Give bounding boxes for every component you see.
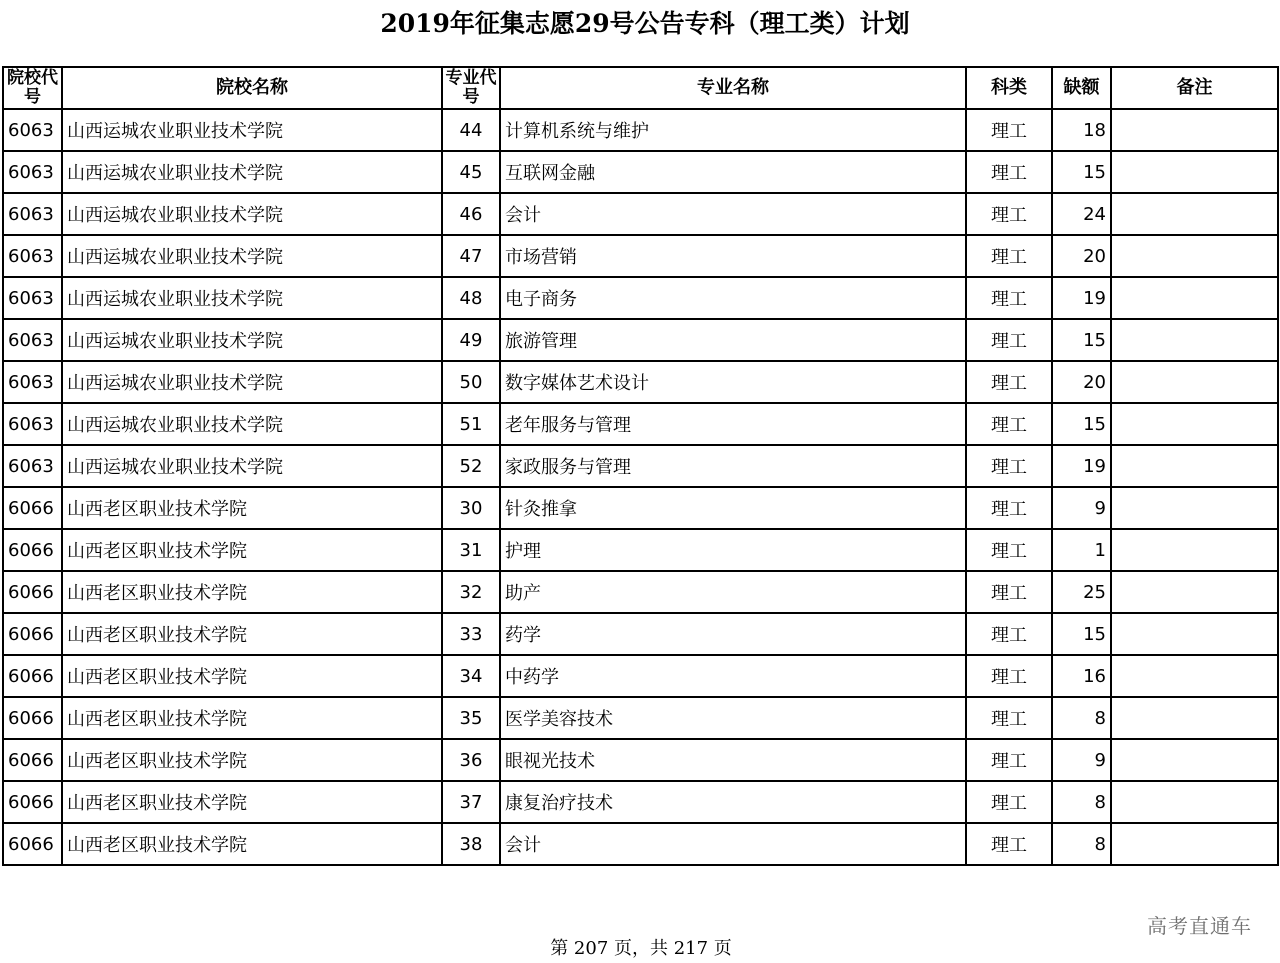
cell-major-code: 36 <box>442 739 500 781</box>
cell-note <box>1111 277 1278 319</box>
cell-note <box>1111 193 1278 235</box>
cell-quota: 16 <box>1052 655 1111 697</box>
cell-quota: 9 <box>1052 487 1111 529</box>
cell-school-code: 6063 <box>3 277 62 319</box>
cell-school-name: 山西运城农业职业技术学院 <box>62 445 442 487</box>
cell-school-name: 山西老区职业技术学院 <box>62 571 442 613</box>
cell-quota: 15 <box>1052 403 1111 445</box>
cell-note <box>1111 739 1278 781</box>
cell-school-name: 山西老区职业技术学院 <box>62 487 442 529</box>
table-row <box>3 739 1278 781</box>
cell-school-code: 6063 <box>3 109 62 151</box>
table-row <box>3 151 1278 193</box>
cell-quota: 8 <box>1052 781 1111 823</box>
cell-major-name: 助产 <box>500 571 966 613</box>
cell-quota: 19 <box>1052 445 1111 487</box>
cell-note <box>1111 697 1278 739</box>
cell-category: 理工 <box>966 151 1052 193</box>
cell-note <box>1111 319 1278 361</box>
cell-quota: 24 <box>1052 193 1111 235</box>
cell-major-code: 30 <box>442 487 500 529</box>
cell-school-code: 6066 <box>3 781 62 823</box>
cell-school-name: 山西运城农业职业技术学院 <box>62 277 442 319</box>
cell-note <box>1111 655 1278 697</box>
cell-major-name: 针灸推拿 <box>500 487 966 529</box>
cell-school-name: 山西运城农业职业技术学院 <box>62 109 442 151</box>
cell-major-code: 34 <box>442 655 500 697</box>
cell-school-code: 6066 <box>3 655 62 697</box>
table-row <box>3 403 1278 445</box>
table-row <box>3 697 1278 739</box>
cell-school-code: 6066 <box>3 739 62 781</box>
table-row <box>3 235 1278 277</box>
cell-school-name: 山西运城农业职业技术学院 <box>62 319 442 361</box>
table-row <box>3 193 1278 235</box>
cell-category: 理工 <box>966 445 1052 487</box>
table-row <box>3 445 1278 487</box>
cell-quota: 1 <box>1052 529 1111 571</box>
cell-note <box>1111 823 1278 865</box>
cell-school-code: 6063 <box>3 319 62 361</box>
cell-school-code: 6063 <box>3 193 62 235</box>
cell-school-code: 6063 <box>3 445 62 487</box>
cell-quota: 15 <box>1052 151 1111 193</box>
cell-major-name: 互联网金融 <box>500 151 966 193</box>
cell-major-name: 市场营销 <box>500 235 966 277</box>
cell-school-code: 6066 <box>3 613 62 655</box>
cell-major-name: 会计 <box>500 193 966 235</box>
cell-school-name: 山西老区职业技术学院 <box>62 823 442 865</box>
cell-major-code: 33 <box>442 613 500 655</box>
cell-major-code: 50 <box>442 361 500 403</box>
cell-major-name: 老年服务与管理 <box>500 403 966 445</box>
table-body <box>3 109 1278 865</box>
cell-note <box>1111 571 1278 613</box>
table-row <box>3 319 1278 361</box>
cell-major-code: 48 <box>442 277 500 319</box>
cell-major-name: 中药学 <box>500 655 966 697</box>
cell-category: 理工 <box>966 487 1052 529</box>
cell-quota: 18 <box>1052 109 1111 151</box>
cell-quota: 15 <box>1052 613 1111 655</box>
table-row <box>3 487 1278 529</box>
cell-school-code: 6063 <box>3 235 62 277</box>
cell-school-name: 山西运城农业职业技术学院 <box>62 151 442 193</box>
cell-major-name: 计算机系统与维护 <box>500 109 966 151</box>
table-header-row <box>3 67 1278 109</box>
table-row <box>3 823 1278 865</box>
header-quota: 缺额 <box>1052 67 1111 109</box>
watermark-text: 高考直通车 <box>1147 914 1252 938</box>
cell-note <box>1111 529 1278 571</box>
cell-school-code: 6063 <box>3 361 62 403</box>
cell-school-name: 山西老区职业技术学院 <box>62 655 442 697</box>
cell-major-name: 数字媒体艺术设计 <box>500 361 966 403</box>
cell-major-code: 38 <box>442 823 500 865</box>
cell-category: 理工 <box>966 781 1052 823</box>
header-school-name: 院校名称 <box>62 67 442 109</box>
cell-quota: 19 <box>1052 277 1111 319</box>
cell-school-code: 6066 <box>3 697 62 739</box>
cell-category: 理工 <box>966 193 1052 235</box>
cell-major-name: 会计 <box>500 823 966 865</box>
cell-major-code: 45 <box>442 151 500 193</box>
page-title: 2019年征集志愿29号公告专科（理工类）计划 <box>380 9 910 38</box>
cell-major-code: 51 <box>442 403 500 445</box>
cell-note <box>1111 445 1278 487</box>
header-note: 备注 <box>1111 67 1278 109</box>
cell-note <box>1111 403 1278 445</box>
cell-school-name: 山西老区职业技术学院 <box>62 739 442 781</box>
cell-note <box>1111 487 1278 529</box>
cell-school-name: 山西老区职业技术学院 <box>62 781 442 823</box>
cell-quota: 8 <box>1052 823 1111 865</box>
cell-quota: 25 <box>1052 571 1111 613</box>
cell-major-code: 47 <box>442 235 500 277</box>
cell-note <box>1111 109 1278 151</box>
cell-quota: 20 <box>1052 361 1111 403</box>
cell-school-name: 山西运城农业职业技术学院 <box>62 235 442 277</box>
cell-major-code: 46 <box>442 193 500 235</box>
cell-major-code: 44 <box>442 109 500 151</box>
cell-category: 理工 <box>966 109 1052 151</box>
cell-major-name: 旅游管理 <box>500 319 966 361</box>
cell-note <box>1111 613 1278 655</box>
cell-quota: 9 <box>1052 739 1111 781</box>
cell-category: 理工 <box>966 529 1052 571</box>
cell-major-name: 护理 <box>500 529 966 571</box>
cell-major-code: 31 <box>442 529 500 571</box>
cell-major-name: 康复治疗技术 <box>500 781 966 823</box>
cell-major-name: 眼视光技术 <box>500 739 966 781</box>
header-major-name: 专业名称 <box>500 67 966 109</box>
cell-note <box>1111 781 1278 823</box>
cell-school-code: 6066 <box>3 529 62 571</box>
table-row <box>3 529 1278 571</box>
cell-quota: 15 <box>1052 319 1111 361</box>
cell-category: 理工 <box>966 403 1052 445</box>
cell-major-name: 电子商务 <box>500 277 966 319</box>
cell-category: 理工 <box>966 655 1052 697</box>
cell-major-code: 49 <box>442 319 500 361</box>
header-school-code: 院校代号 <box>3 67 62 109</box>
table-row <box>3 109 1278 151</box>
cell-category: 理工 <box>966 697 1052 739</box>
header-category: 科类 <box>966 67 1052 109</box>
cell-category: 理工 <box>966 739 1052 781</box>
cell-school-code: 6066 <box>3 487 62 529</box>
cell-major-name: 医学美容技术 <box>500 697 966 739</box>
table-row <box>3 655 1278 697</box>
cell-category: 理工 <box>966 361 1052 403</box>
cell-school-code: 6066 <box>3 571 62 613</box>
table-row <box>3 613 1278 655</box>
cell-major-code: 35 <box>442 697 500 739</box>
cell-school-code: 6066 <box>3 823 62 865</box>
cell-school-name: 山西老区职业技术学院 <box>62 697 442 739</box>
table-row <box>3 571 1278 613</box>
cell-note <box>1111 151 1278 193</box>
cell-school-name: 山西运城农业职业技术学院 <box>62 403 442 445</box>
cell-school-name: 山西老区职业技术学院 <box>62 529 442 571</box>
cell-school-name: 山西运城农业职业技术学院 <box>62 193 442 235</box>
cell-category: 理工 <box>966 319 1052 361</box>
cell-category: 理工 <box>966 235 1052 277</box>
table-row <box>3 361 1278 403</box>
plan-table <box>2 66 1279 866</box>
cell-school-name: 山西运城农业职业技术学院 <box>62 361 442 403</box>
cell-category: 理工 <box>966 613 1052 655</box>
header-major-code: 专业代号 <box>442 67 500 109</box>
cell-note <box>1111 361 1278 403</box>
cell-quota: 20 <box>1052 235 1111 277</box>
cell-major-name: 家政服务与管理 <box>500 445 966 487</box>
cell-major-code: 32 <box>442 571 500 613</box>
cell-category: 理工 <box>966 823 1052 865</box>
cell-note <box>1111 235 1278 277</box>
cell-major-name: 药学 <box>500 613 966 655</box>
page-footer: 第 207 页，共 217 页 <box>550 938 732 959</box>
cell-major-code: 37 <box>442 781 500 823</box>
cell-school-name: 山西老区职业技术学院 <box>62 613 442 655</box>
cell-quota: 8 <box>1052 697 1111 739</box>
cell-school-code: 6063 <box>3 151 62 193</box>
cell-category: 理工 <box>966 277 1052 319</box>
table-row <box>3 781 1278 823</box>
cell-category: 理工 <box>966 571 1052 613</box>
cell-major-code: 52 <box>442 445 500 487</box>
table-row <box>3 277 1278 319</box>
cell-school-code: 6063 <box>3 403 62 445</box>
